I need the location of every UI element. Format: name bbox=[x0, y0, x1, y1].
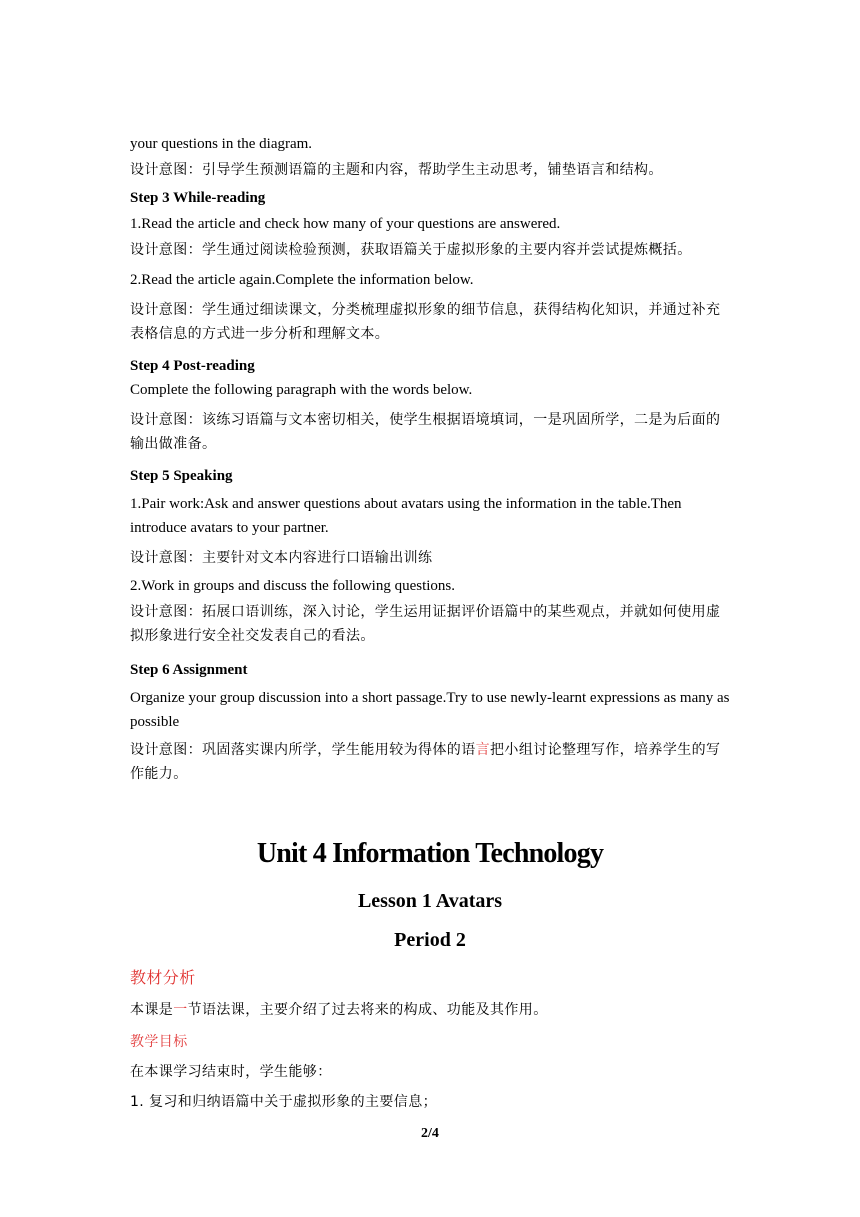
body-line: 2.Work in groups and discuss the following questions. bbox=[130, 578, 456, 594]
lesson-title: Lesson 1 Avatars bbox=[357, 890, 503, 912]
step-heading: Step 3 While-reading bbox=[130, 190, 266, 206]
analysis-text bbox=[130, 998, 730, 1022]
body-line: 2.Read the article again.Complete the information below. bbox=[130, 272, 474, 288]
body-line: your questions in the diagram. bbox=[130, 136, 313, 152]
design-intent: 设计意图：该练习语篇与文本密切相关，使学生根据语境填词，一是巩固所学，二是为后面的输出做准备。 bbox=[130, 412, 721, 452]
design-intent: 设计意图：学生通过阅读检验预测，获取语篇关于虚拟形象的主要内容并尝试提炼概括。 bbox=[130, 242, 692, 258]
goal-item: 1. 复习和归纳语篇中关于虚拟形象的主要信息； bbox=[130, 1094, 438, 1110]
step-heading: Step 6 Assignment bbox=[130, 662, 248, 678]
body-line: Complete the following paragraph with the words below. bbox=[130, 382, 473, 398]
design-intent: 设计意图：引导学生预测语篇的主题和内容，帮助学生主动思考，铺垫语言和结构。 bbox=[130, 162, 663, 178]
unit-title: Unit 4 Information Technology bbox=[256, 838, 604, 869]
goals-intro: 在本课学习结束时，学生能够： bbox=[130, 1064, 332, 1080]
body-line: 1.Read the article and check how many of your questions are answered. bbox=[130, 216, 561, 232]
period-title: Period 2 bbox=[394, 929, 466, 951]
text-span: 设计意图：巩固落实课内所学，学生能用较为得体的语 bbox=[130, 742, 476, 758]
text-span: 本课是 bbox=[130, 1002, 174, 1018]
step-heading: Step 4 Post-reading bbox=[130, 358, 255, 374]
highlight-char: 一 bbox=[173, 1002, 188, 1018]
step-heading: Step 5 Speaking bbox=[130, 468, 233, 484]
body-line: Organize your group discussion into a short passage.Try to use newly-learnt expressions as many as possible bbox=[130, 690, 730, 730]
section-heading-analysis: 教材分析 bbox=[130, 968, 196, 987]
highlight-char: 言 bbox=[475, 742, 491, 758]
design-intent: 设计意图：拓展口语训练，深入讨论，学生运用证据评价语篇中的某些观点，并就如何使用虚拟形象进行安全社交发表自己的看法。 bbox=[130, 604, 721, 644]
text-span: 把小组讨论整理写作，培养学生的写作能力。 bbox=[130, 742, 721, 782]
design-intent: 设计意图：学生通过细读课文，分类梳理虚拟形象的细节信息，获得结构化知识，并通过补充表格信息的方式进一步分析和理解文本。 bbox=[130, 302, 721, 342]
design-intent: 设计意图：主要针对文本内容进行口语输出训练 bbox=[130, 550, 433, 566]
body-line: 1.Pair work:Ask and answer questions about avatars using the information in the table.Then introduce avatars to your partner. bbox=[130, 496, 682, 536]
page-number: 2/4 bbox=[421, 1126, 439, 1141]
design-intent bbox=[130, 738, 730, 786]
section-heading-goals: 教学目标 bbox=[130, 1034, 188, 1050]
text-span: 节语法课，主要介绍了过去将来的构成、功能及其作用。 bbox=[187, 1002, 548, 1018]
